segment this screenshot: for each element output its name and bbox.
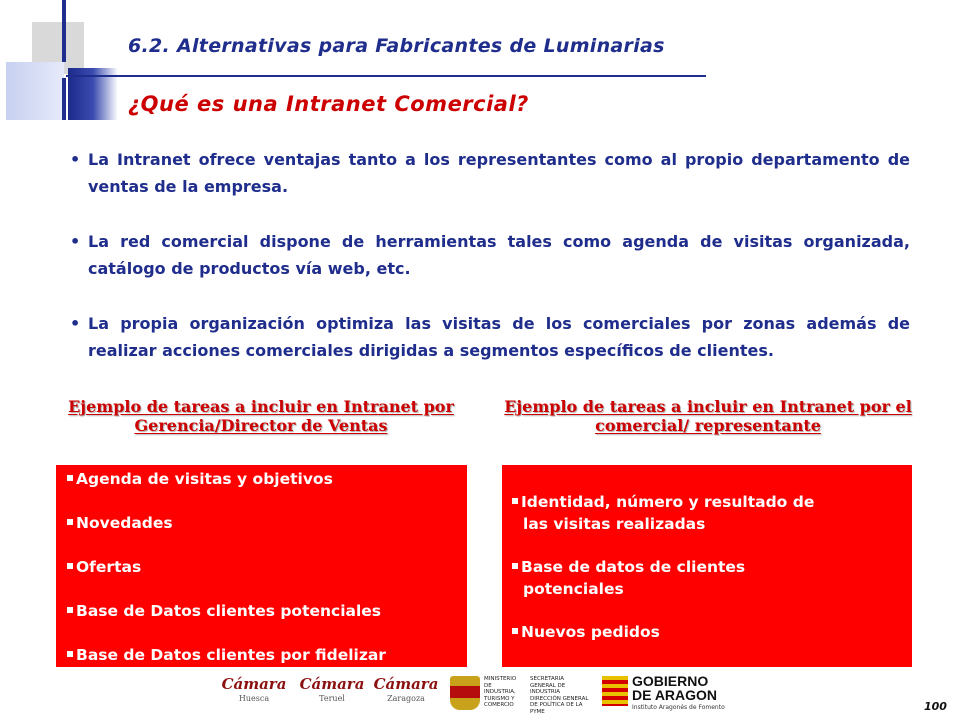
gobierno-subtitle: Instituto Aragonés de Fomento [632, 704, 725, 711]
bullet-dot-icon: • [70, 314, 81, 333]
square-bullet-icon [67, 563, 73, 569]
slide-heading: ¿Qué es una Intranet Comercial? [128, 92, 529, 116]
task-item [512, 491, 912, 535]
comercial-tasks-box [502, 465, 912, 667]
right-box-title: Ejemplo de tareas a incluir en Intranet por el comercial/ representante [504, 397, 912, 435]
bullet-text: La propia organización optimiza las visitas de los comerciales por zonas además de realizar acciones comerciales dirigidas a segmentos específicos de clientes. [88, 314, 910, 360]
task-item [512, 556, 912, 600]
square-bullet-icon [67, 607, 73, 613]
bullet-list [68, 146, 910, 364]
task-item [67, 469, 467, 490]
bullet-dot-icon: • [70, 232, 81, 251]
task-item [67, 513, 467, 534]
camara-logo-name: Cámara [373, 675, 439, 693]
task-label-continued: las visitas realizadas [523, 515, 706, 533]
coat-of-arms-icon [450, 676, 480, 710]
camara-huesca-logo [218, 674, 290, 704]
bullet-item [68, 228, 910, 282]
decorative-vertical-line [62, 0, 66, 62]
task-label: Ofertas [76, 558, 142, 576]
camara-logo-name: Cámara [299, 675, 365, 693]
secretaria-text: SECRETARIA GENERAL DE INDUSTRIA DIRECCIÓN GENERAL DE POLÍTICA DE LA PYME [530, 676, 589, 715]
task-label: Identidad, número y resultado de [521, 493, 815, 511]
camara-zaragoza-logo [370, 674, 442, 704]
square-bullet-icon [512, 628, 518, 634]
gobierno-aragon-logo [602, 674, 742, 714]
square-bullet-icon [512, 563, 518, 569]
task-label: Base de Datos clientes potenciales [76, 602, 382, 620]
bullet-item [68, 310, 910, 364]
camara-logo-name: Cámara [221, 675, 287, 693]
camara-teruel-logo [296, 674, 368, 704]
task-label: Base de Datos clientes por fidelizar [76, 646, 386, 664]
task-item [512, 621, 912, 643]
camara-logo-city: Huesca [238, 694, 270, 703]
gobierno-line1: GOBIERNO [632, 673, 709, 689]
square-bullet-icon [67, 519, 73, 525]
ministerio-text: MINISTERIO DE INDUSTRIA, TURISMO Y COMERCIO [484, 676, 517, 708]
task-label: Nuevos pedidos [521, 623, 660, 641]
section-title: 6.2. Alternativas para Fabricantes de Luminarias [128, 35, 665, 57]
square-bullet-icon [67, 475, 73, 481]
task-label: Agenda de visitas y objetivos [76, 470, 333, 488]
camara-logo-city: Zaragoza [387, 694, 425, 703]
title-underline [66, 75, 706, 77]
decorative-vertical-line-lower [62, 78, 66, 120]
bullet-text: La Intranet ofrece ventajas tanto a los representantes como al propio departamento de ventas de la empresa. [88, 150, 910, 196]
square-bullet-icon [67, 651, 73, 657]
left-box-title: Ejemplo de tareas a incluir en Intranet por Gerencia/Director de Ventas [68, 397, 454, 435]
bullet-dot-icon: • [70, 150, 81, 169]
sponsor-logos [218, 674, 738, 714]
page-number: 100 [924, 700, 947, 713]
task-label-continued: potenciales [523, 580, 624, 598]
gobierno-line2: DE ARAGON [632, 687, 718, 703]
decorative-square-light [6, 62, 64, 120]
square-bullet-icon [512, 498, 518, 504]
task-label: Novedades [76, 514, 173, 532]
bullet-item [68, 146, 910, 200]
task-item [67, 645, 467, 666]
camara-logo-city: Teruel [319, 694, 345, 703]
task-item [67, 557, 467, 578]
task-label: Base de datos de clientes [521, 558, 746, 576]
aragon-flag-icon [602, 676, 628, 706]
ministerio-logo [450, 674, 589, 715]
task-item [67, 601, 467, 622]
gerencia-tasks-box [56, 465, 467, 667]
bullet-text: La red comercial dispone de herramientas tales como agenda de visitas organizada, catálogo de productos vía web, etc. [88, 232, 910, 278]
